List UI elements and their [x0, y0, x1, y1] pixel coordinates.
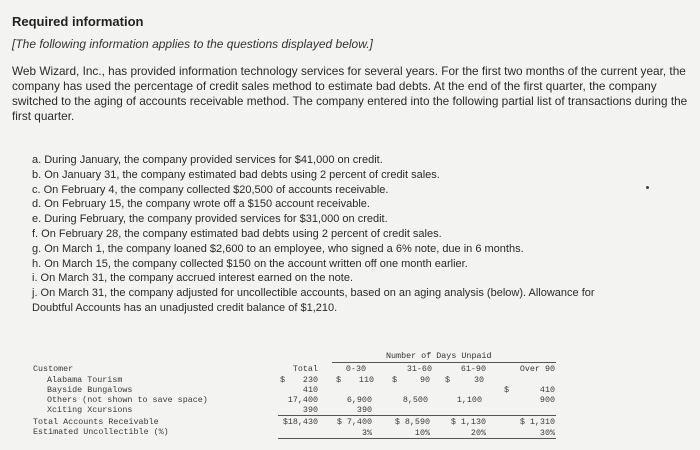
- table-cell: 390: [302, 405, 318, 415]
- list-item: d. On February 15, the company wrote off a $150 account receivable.: [32, 198, 370, 211]
- table-cell: 390: [356, 405, 372, 415]
- table-cell: 10%: [414, 428, 430, 438]
- page-title: Required information: [12, 14, 144, 29]
- mouse-pointer-dot: [646, 186, 649, 189]
- table-cell: 8,500: [402, 395, 428, 405]
- dollar-sign: $: [504, 385, 510, 395]
- column-header-total: Total: [292, 364, 318, 374]
- table-cell: $ 1,310: [519, 417, 555, 427]
- intro-paragraph: Web Wizard, Inc., has provided information technology services for several years. For the first two months of the current year, the company has used the percentage of credit sales method to estimate bad debts. At the end of the first quarter, the company switched to the aging of accounts receivable method. The company entered into the following partial list of transactions during the first quarter.: [12, 64, 688, 123]
- column-header-31-60: 31-60: [406, 364, 432, 374]
- row-label-others: Others (not shown to save space): [47, 395, 208, 405]
- dollar-sign: $: [392, 375, 398, 385]
- column-group-header: Number of Days Unpaid: [386, 351, 492, 361]
- totals-rule: [278, 415, 556, 416]
- table-cell: 110: [358, 375, 374, 385]
- table-cell: $ 8,590: [394, 417, 430, 427]
- column-header-61-90: 61-90: [460, 364, 486, 374]
- list-item: e. During February, the company provided services for $31,000 on credit.: [32, 213, 388, 226]
- table-cell: 6,900: [346, 395, 372, 405]
- list-item: i. On March 31, the company accrued interest earned on the note.: [32, 272, 354, 285]
- column-header-over-90: Over 90: [519, 364, 555, 374]
- table-cell: 230: [302, 375, 318, 385]
- dollar-sign: $: [336, 375, 342, 385]
- row-label-alabama: Alabama Tourism: [47, 375, 123, 385]
- list-item: c. On February 4, the company collected $20,500 of accounts receivable.: [32, 183, 389, 196]
- list-item: h. On March 15, the company collected $150 on the account written off one month earlier.: [32, 257, 468, 270]
- list-item: g. On March 1, the company loaned $2,600 to an employee, who signed a 6% note, due in 6 months.: [32, 242, 524, 255]
- group-header-rule: [332, 362, 556, 363]
- list-item: j. On March 31, the company adjusted for uncollectible accounts, based on an aging analysis (below). Allowance for Doubtful Accounts has an unadjusted credit balance of $1,210.: [32, 287, 595, 314]
- column-header-customer: Customer: [33, 364, 74, 374]
- list-item: a. During January, the company provided services for $41,000 on credit.: [32, 154, 383, 166]
- table-cell: 900: [539, 395, 555, 405]
- table-cell: 20%: [470, 428, 486, 438]
- row-label-estimated: Estimated Uncollectible (%): [33, 427, 169, 437]
- table-cell: $ 1,130: [450, 417, 486, 427]
- table-cell: 90: [419, 375, 430, 385]
- list-item: f. On February 28, the company estimated bad debts using 2 percent of credit sales.: [32, 227, 442, 240]
- row-label-bayside: Bayside Bungalows: [47, 385, 133, 395]
- table-cell: 30: [473, 375, 484, 385]
- bottom-rule: [278, 438, 556, 439]
- table-cell: 30%: [539, 428, 555, 438]
- row-label-xciting: Xciting Xcursions: [47, 405, 133, 415]
- column-header-0-30: 0-30: [345, 364, 366, 374]
- table-cell: 410: [302, 385, 318, 395]
- list-item: b. On January 31, the company estimated bad debts using 2 percent of credit sales.: [32, 168, 440, 181]
- row-label-total: Total Accounts Receivable: [33, 417, 159, 427]
- table-cell: 1,100: [456, 395, 482, 405]
- table-cell: 410: [539, 385, 555, 395]
- dollar-sign: $: [280, 375, 286, 385]
- table-cell: 17,400: [287, 395, 318, 405]
- table-cell: $18,430: [282, 417, 318, 427]
- table-cell: 3%: [361, 428, 372, 438]
- dollar-sign: $: [445, 375, 451, 385]
- table-cell: $ 7,400: [336, 417, 372, 427]
- instructions-note: [The following information applies to the questions displayed below.]: [12, 37, 373, 51]
